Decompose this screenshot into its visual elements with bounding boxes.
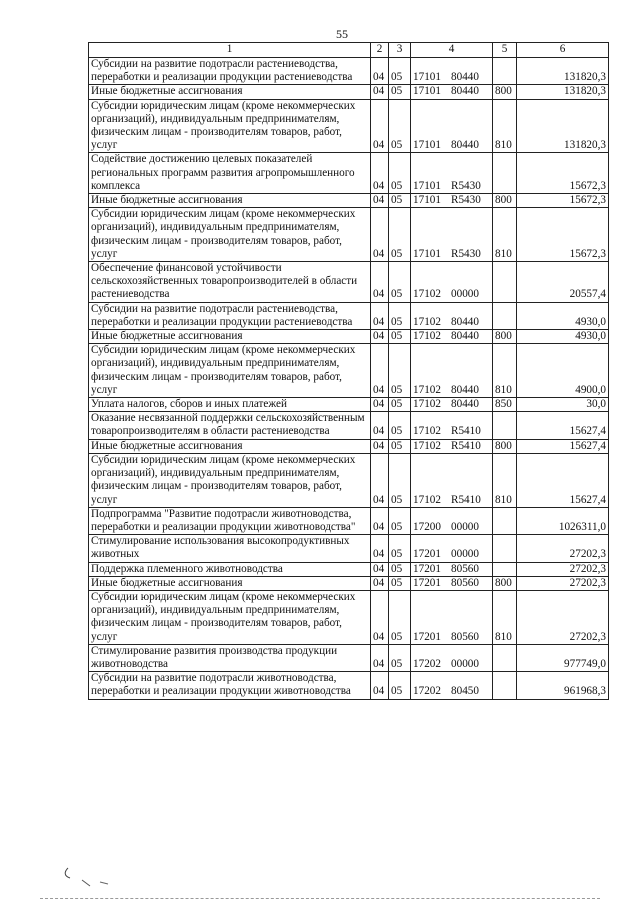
- row-section: 04: [371, 398, 389, 412]
- row-subsection: 05: [389, 576, 411, 590]
- table-row: [89, 576, 609, 590]
- row-target-article: [411, 302, 493, 329]
- target-article-program: 17201: [413, 576, 441, 589]
- table-row: [89, 672, 609, 699]
- row-subsection: 05: [389, 439, 411, 453]
- row-name: Субсидии на развитие подотрасли животноводства, переработки и реализации продукции животноводства: [89, 672, 371, 699]
- table-body: [89, 58, 609, 700]
- target-article-program: 17102: [413, 398, 441, 411]
- row-subsection: 05: [389, 153, 411, 194]
- row-subsection: 05: [389, 507, 411, 534]
- header-amount: 6: [517, 43, 609, 58]
- row-section: 04: [371, 562, 389, 576]
- target-article-program: 17102: [413, 493, 441, 506]
- row-target-article: [411, 85, 493, 99]
- row-expense-type: 800: [493, 439, 517, 453]
- row-amount: 4930,0: [517, 330, 609, 344]
- target-article-program: 17101: [413, 179, 441, 192]
- table-row: [89, 153, 609, 194]
- row-amount: 4930,0: [517, 302, 609, 329]
- row-amount: 131820,3: [517, 99, 609, 153]
- row-section: 04: [371, 208, 389, 262]
- row-name: Иные бюджетные ассигнования: [89, 194, 371, 208]
- target-article-direction: 00000: [451, 288, 479, 301]
- row-name: Стимулирование развития производства продукции животноводства: [89, 644, 371, 671]
- row-subsection: 05: [389, 644, 411, 671]
- row-target-article: [411, 672, 493, 699]
- target-article-direction: 80560: [451, 630, 479, 643]
- row-name: Поддержка племенного животноводства: [89, 562, 371, 576]
- row-section: 04: [371, 590, 389, 644]
- scan-edge-line: [40, 898, 600, 901]
- header-section: 2: [371, 43, 389, 58]
- target-article-program: 17201: [413, 548, 441, 561]
- row-target-article: [411, 194, 493, 208]
- row-name: Иные бюджетные ассигнования: [89, 330, 371, 344]
- row-target-article: [411, 330, 493, 344]
- target-article-direction: 80450: [451, 685, 479, 698]
- table-row: [89, 58, 609, 85]
- row-subsection: 05: [389, 562, 411, 576]
- table-header-row: [89, 43, 609, 58]
- row-subsection: 05: [389, 398, 411, 412]
- row-expense-type: [493, 644, 517, 671]
- row-section: 04: [371, 535, 389, 562]
- row-section: 04: [371, 302, 389, 329]
- target-article-direction: 80440: [451, 315, 479, 328]
- row-target-article: [411, 644, 493, 671]
- target-article-direction: 80440: [451, 85, 479, 98]
- row-target-article: [411, 412, 493, 439]
- row-section: 04: [371, 453, 389, 507]
- row-subsection: 05: [389, 99, 411, 153]
- row-subsection: 05: [389, 330, 411, 344]
- row-section: 04: [371, 439, 389, 453]
- row-section: 04: [371, 644, 389, 671]
- row-amount: 961968,3: [517, 672, 609, 699]
- table-row: [89, 85, 609, 99]
- row-expense-type: 810: [493, 344, 517, 398]
- row-expense-type: 800: [493, 330, 517, 344]
- table-row: [89, 99, 609, 153]
- table-row: [89, 208, 609, 262]
- row-name: Субсидии юридическим лицам (кроме некоммерческих организаций), индивидуальным предпринимателям, физическим лицам - производителям товаров, работ, услуг: [89, 590, 371, 644]
- table-row: [89, 194, 609, 208]
- target-article-program: 17102: [413, 425, 441, 438]
- row-subsection: 05: [389, 262, 411, 303]
- row-expense-type: [493, 302, 517, 329]
- row-target-article: [411, 58, 493, 85]
- row-expense-type: [493, 535, 517, 562]
- target-article-program: 17102: [413, 330, 441, 343]
- row-section: 04: [371, 412, 389, 439]
- row-section: 04: [371, 58, 389, 85]
- row-expense-type: 810: [493, 208, 517, 262]
- target-article-program: 17102: [413, 383, 441, 396]
- row-expense-type: 800: [493, 85, 517, 99]
- target-article-direction: 80440: [451, 330, 479, 343]
- target-article-program: 17102: [413, 288, 441, 301]
- row-amount: 30,0: [517, 398, 609, 412]
- target-article-program: 17101: [413, 194, 441, 207]
- row-expense-type: [493, 262, 517, 303]
- row-section: 04: [371, 576, 389, 590]
- table-row: [89, 330, 609, 344]
- row-amount: 20557,4: [517, 262, 609, 303]
- row-target-article: [411, 507, 493, 534]
- table-row: [89, 562, 609, 576]
- table-row: [89, 644, 609, 671]
- row-name: Подпрограмма "Развитие подотрасли животноводства, переработки и реализации продукции животноводства": [89, 507, 371, 534]
- row-expense-type: [493, 507, 517, 534]
- row-subsection: 05: [389, 85, 411, 99]
- target-article-direction: 80560: [451, 576, 479, 589]
- row-subsection: 05: [389, 208, 411, 262]
- row-expense-type: 800: [493, 194, 517, 208]
- row-subsection: 05: [389, 412, 411, 439]
- target-article-program: 17201: [413, 630, 441, 643]
- row-section: 04: [371, 99, 389, 153]
- row-expense-type: 850: [493, 398, 517, 412]
- target-article-program: 17101: [413, 139, 441, 152]
- row-amount: 131820,3: [517, 85, 609, 99]
- table-row: [89, 398, 609, 412]
- page-number: 55: [336, 27, 348, 41]
- row-amount: 131820,3: [517, 58, 609, 85]
- row-name: Иные бюджетные ассигнования: [89, 85, 371, 99]
- row-name: Обеспечение финансовой устойчивости сельскохозяйственных товаропроизводителей в области растениеводства: [89, 262, 371, 303]
- row-name: Субсидии на развитие подотрасли растениеводства, переработки и реализации продукции растениеводства: [89, 302, 371, 329]
- table-row: [89, 535, 609, 562]
- target-article-program: 17101: [413, 85, 441, 98]
- budget-table: [88, 42, 609, 700]
- row-amount: 15672,3: [517, 194, 609, 208]
- row-amount: 977749,0: [517, 644, 609, 671]
- table-row: [89, 344, 609, 398]
- row-subsection: 05: [389, 302, 411, 329]
- row-target-article: [411, 562, 493, 576]
- row-expense-type: [493, 153, 517, 194]
- header-name: 1: [89, 43, 371, 58]
- row-amount: 1026311,0: [517, 507, 609, 534]
- row-target-article: [411, 576, 493, 590]
- target-article-direction: 80560: [451, 562, 479, 575]
- row-section: 04: [371, 344, 389, 398]
- row-name: Стимулирование использования высокопродуктивных животных: [89, 535, 371, 562]
- target-article-program: 17102: [413, 439, 441, 452]
- row-section: 04: [371, 330, 389, 344]
- row-target-article: [411, 208, 493, 262]
- row-expense-type: [493, 412, 517, 439]
- row-amount: 15627,4: [517, 453, 609, 507]
- table-row: [89, 453, 609, 507]
- row-expense-type: [493, 58, 517, 85]
- row-subsection: 05: [389, 535, 411, 562]
- target-article-direction: 80440: [451, 398, 479, 411]
- row-section: 04: [371, 153, 389, 194]
- row-section: 04: [371, 672, 389, 699]
- row-expense-type: 810: [493, 99, 517, 153]
- target-article-direction: 80440: [451, 139, 479, 152]
- row-name: Уплата налогов, сборов и иных платежей: [89, 398, 371, 412]
- row-section: 04: [371, 262, 389, 303]
- table-row: [89, 302, 609, 329]
- row-expense-type: 810: [493, 453, 517, 507]
- row-expense-type: 810: [493, 590, 517, 644]
- row-amount: 15672,3: [517, 153, 609, 194]
- row-amount: 27202,3: [517, 535, 609, 562]
- row-name: Иные бюджетные ассигнования: [89, 576, 371, 590]
- target-article-program: 17201: [413, 562, 441, 575]
- row-target-article: [411, 344, 493, 398]
- row-name: Оказание несвязанной поддержки сельскохозяйственным товаропроизводителям в области растениеводства: [89, 412, 371, 439]
- row-expense-type: 800: [493, 576, 517, 590]
- target-article-direction: R5410: [451, 439, 481, 452]
- header-target-article: 4: [411, 43, 493, 58]
- row-section: 04: [371, 507, 389, 534]
- target-article-program: 17102: [413, 315, 441, 328]
- table-row: [89, 507, 609, 534]
- row-section: 04: [371, 85, 389, 99]
- row-subsection: 05: [389, 344, 411, 398]
- target-article-program: 17202: [413, 657, 441, 670]
- target-article-program: 17101: [413, 71, 441, 84]
- row-target-article: [411, 590, 493, 644]
- row-name: Субсидии юридическим лицам (кроме некоммерческих организаций), индивидуальным предпринимателям, физическим лицам - производителям товаров, работ, услуг: [89, 344, 371, 398]
- scan-artifact: [60, 864, 120, 894]
- table-row: [89, 439, 609, 453]
- row-name: Иные бюджетные ассигнования: [89, 439, 371, 453]
- target-article-direction: R5430: [451, 247, 481, 260]
- row-expense-type: [493, 672, 517, 699]
- row-target-article: [411, 398, 493, 412]
- row-target-article: [411, 153, 493, 194]
- target-article-direction: 00000: [451, 657, 479, 670]
- row-subsection: 05: [389, 58, 411, 85]
- target-article-program: 17200: [413, 520, 441, 533]
- row-name: Содействие достижению целевых показателей региональных программ развития агропромышленного комплекса: [89, 153, 371, 194]
- row-name: Субсидии юридическим лицам (кроме некоммерческих организаций), индивидуальным предпринимателям, физическим лицам - производителям товаров, работ, услуг: [89, 208, 371, 262]
- target-article-direction: 00000: [451, 520, 479, 533]
- row-target-article: [411, 453, 493, 507]
- row-subsection: 05: [389, 590, 411, 644]
- table-row: [89, 412, 609, 439]
- header-expense-type: 5: [493, 43, 517, 58]
- target-article-direction: 80440: [451, 383, 479, 396]
- row-amount: 15627,4: [517, 439, 609, 453]
- row-subsection: 05: [389, 194, 411, 208]
- target-article-direction: 00000: [451, 548, 479, 561]
- row-target-article: [411, 439, 493, 453]
- row-amount: 27202,3: [517, 562, 609, 576]
- row-name: Субсидии на развитие подотрасли растениеводства, переработки и реализации продукции растениеводства: [89, 58, 371, 85]
- table-row: [89, 262, 609, 303]
- target-article-program: 17101: [413, 247, 441, 260]
- row-subsection: 05: [389, 453, 411, 507]
- row-target-article: [411, 99, 493, 153]
- row-amount: 4900,0: [517, 344, 609, 398]
- table-row: [89, 590, 609, 644]
- target-article-direction: R5410: [451, 493, 481, 506]
- target-article-direction: R5430: [451, 179, 481, 192]
- row-expense-type: [493, 562, 517, 576]
- row-target-article: [411, 535, 493, 562]
- row-section: 04: [371, 194, 389, 208]
- target-article-program: 17202: [413, 685, 441, 698]
- target-article-direction: R5430: [451, 194, 481, 207]
- row-subsection: 05: [389, 672, 411, 699]
- header-subsection: 3: [389, 43, 411, 58]
- target-article-direction: R5410: [451, 425, 481, 438]
- row-amount: 27202,3: [517, 590, 609, 644]
- target-article-direction: 80440: [451, 71, 479, 84]
- row-amount: 15672,3: [517, 208, 609, 262]
- row-target-article: [411, 262, 493, 303]
- row-amount: 27202,3: [517, 576, 609, 590]
- row-name: Субсидии юридическим лицам (кроме некоммерческих организаций), индивидуальным предпринимателям, физическим лицам - производителям товаров, работ, услуг: [89, 453, 371, 507]
- row-amount: 15627,4: [517, 412, 609, 439]
- row-name: Субсидии юридическим лицам (кроме некоммерческих организаций), индивидуальным предпринимателям, физическим лицам - производителям товаров, работ, услуг: [89, 99, 371, 153]
